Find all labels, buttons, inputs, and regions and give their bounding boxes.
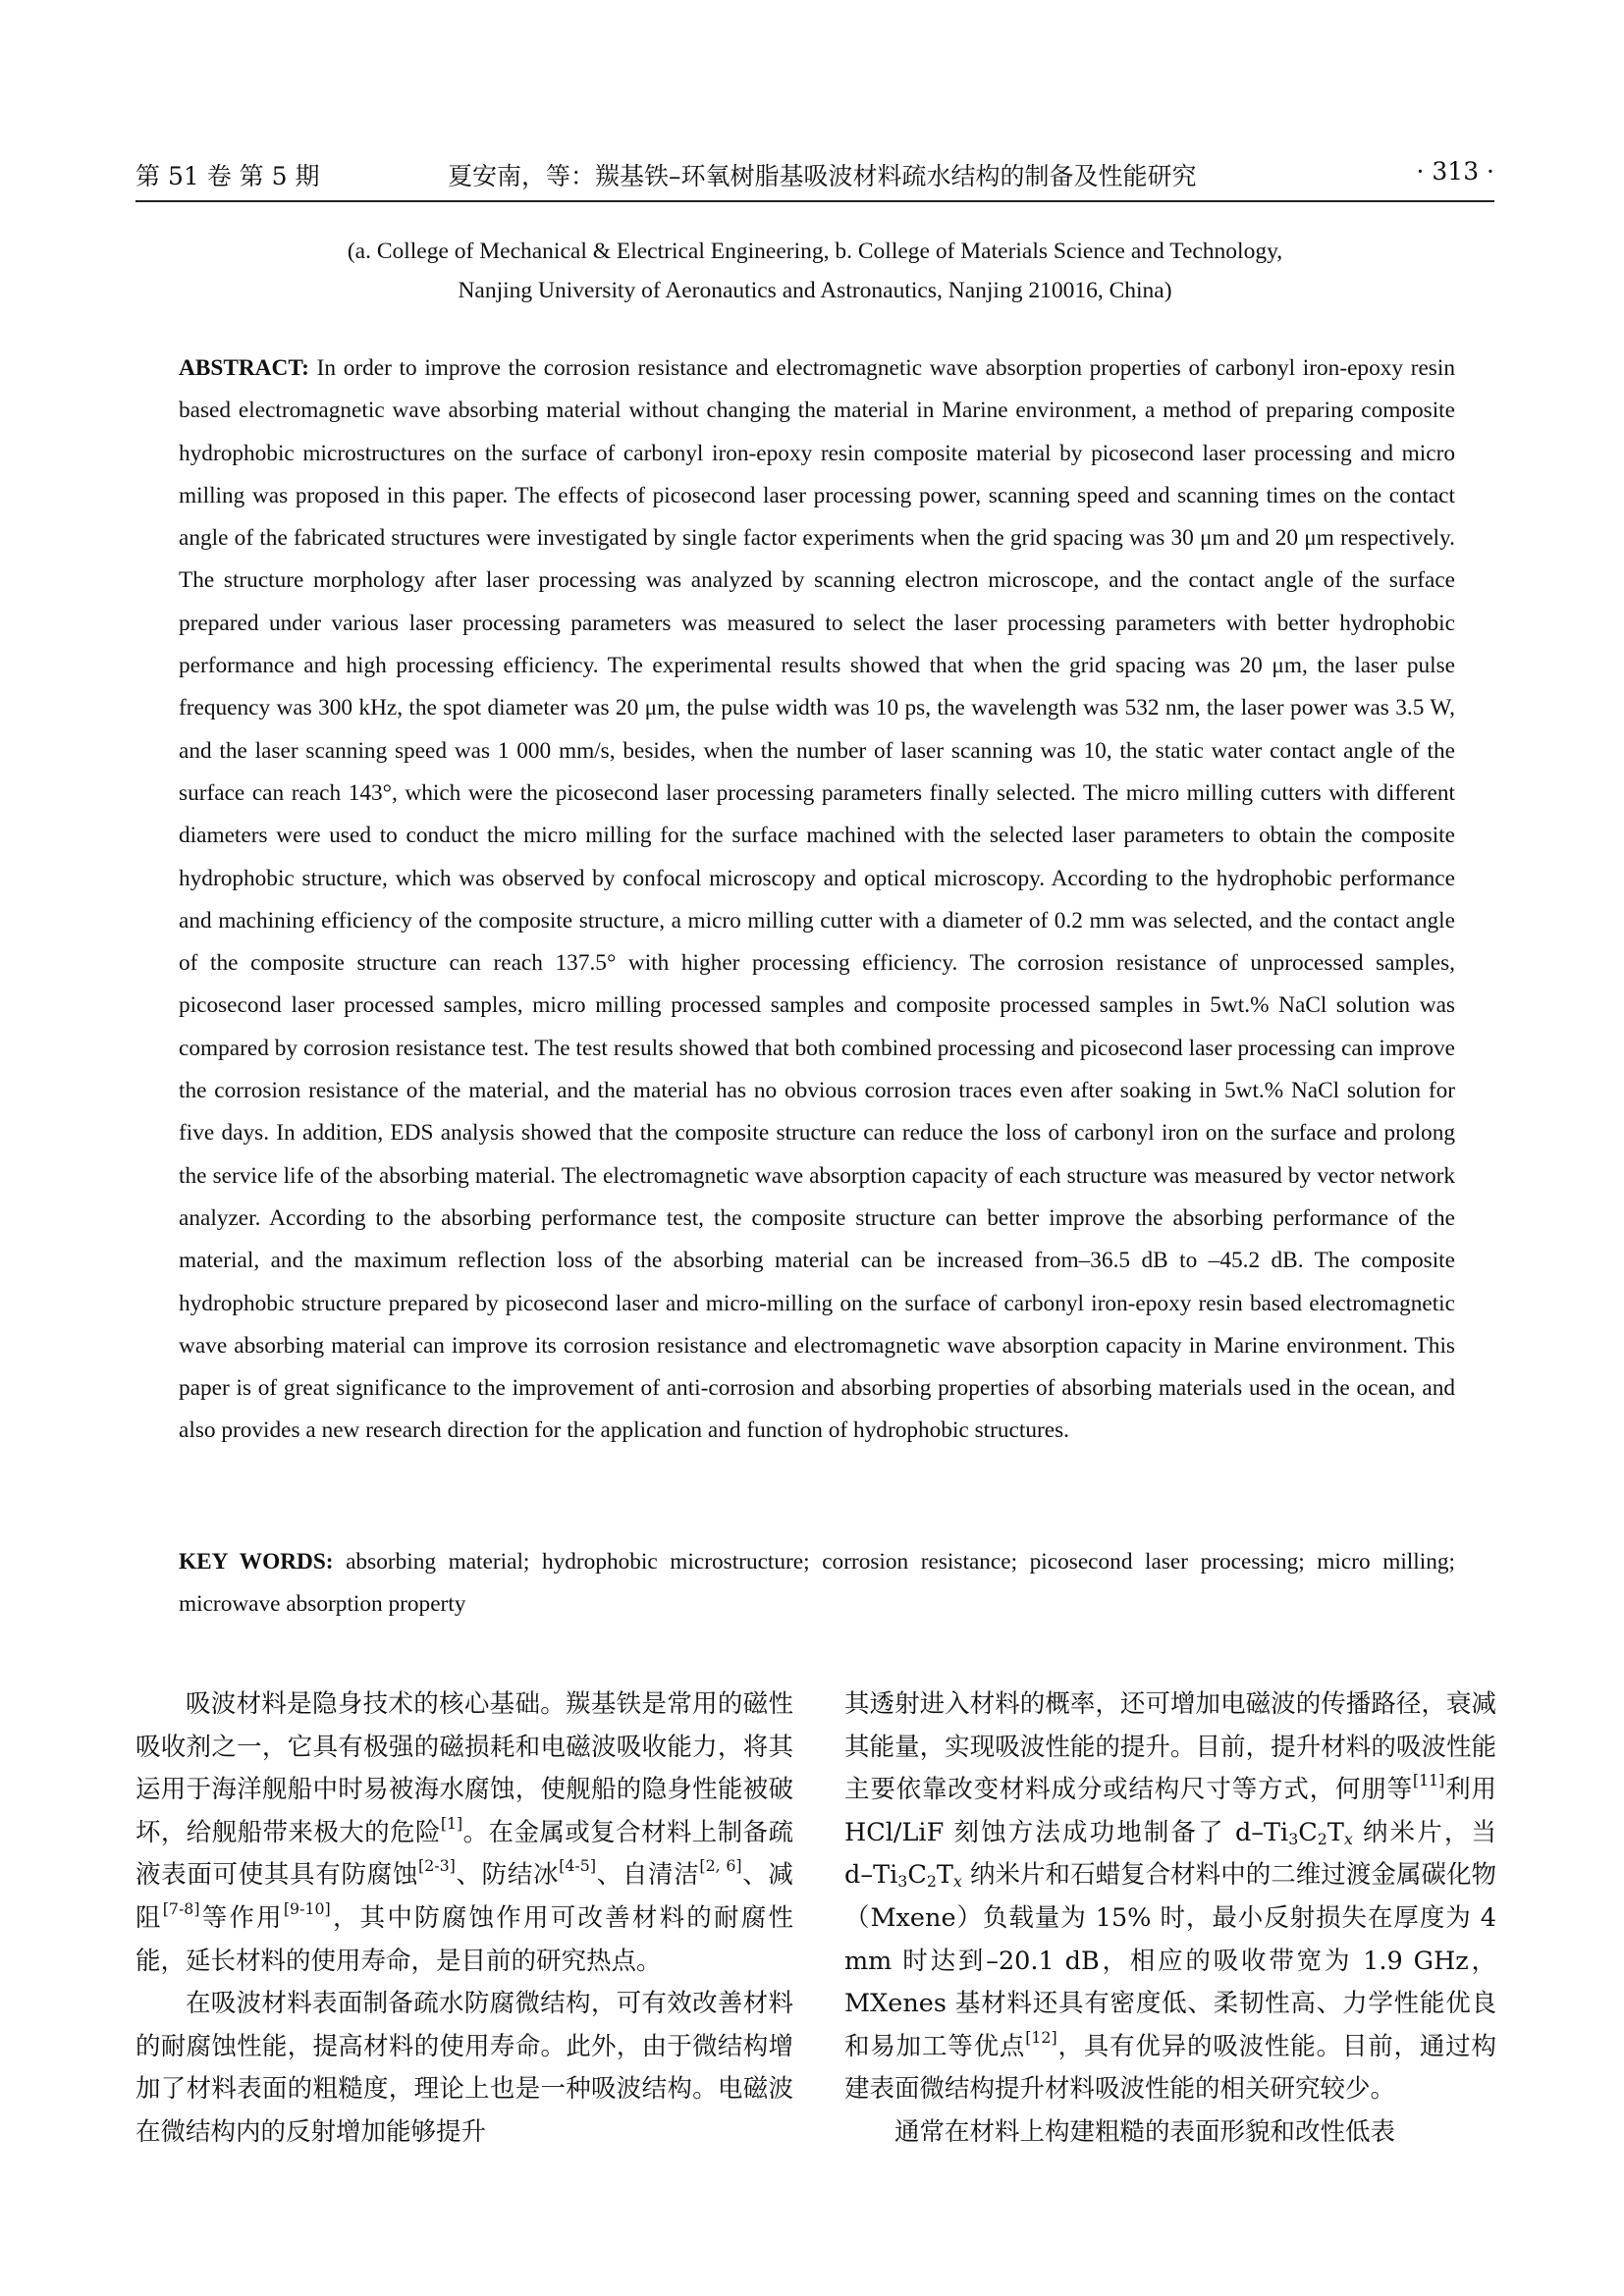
keywords-label: KEY WORDS: [179, 1549, 334, 1575]
citation: [7-8] [162, 1899, 200, 1919]
body-text: ，具有优异的吸波性能。目前，通过构建表面微结构提升材料吸波性能的相关研究较少。 [844, 2031, 1496, 2105]
subscript: 2 [1317, 1829, 1327, 1848]
affiliation-line-2: Nanjing University of Aeronautics and Astronautics, Nanjing 210016, China) [458, 278, 1172, 303]
citation: [9-10] [283, 1899, 331, 1919]
body-paragraph: 在吸波材料表面制备疏水防腐微结构，可有效改善材料的耐腐蚀性能，提高材料的使用寿命。此外，由于微结构增加了材料表面的粗糙度，理论上也是一种吸波结构。电磁波在微结构内的反射增加能够提升 [135, 1989, 793, 2147]
citation: [11] [1412, 1771, 1445, 1790]
body-text: 其透射进入材料的概率，还可增加电磁波的传播路径，衰减其能量，实现吸波性能的提升。目前，提升材料的吸波性能主要依靠改变材料成分或结构尺寸等方式，何朋等 [844, 1689, 1496, 1805]
page-number: · 313 · [1416, 157, 1494, 186]
keywords-text: absorbing material; hydrophobic microstructure; corrosion resistance; picosecond laser processing; micro milling; microwave absorption property [179, 1549, 1455, 1618]
affiliation [135, 232, 1494, 310]
body-text: 等作用 [199, 1902, 284, 1933]
body-text: T [936, 1860, 953, 1891]
body-paragraph: 通常在材料上构建粗糙的表面形貌和改性低表 [894, 2116, 1396, 2147]
body-text: 。在金属或复合材料上制备疏液表面可使其具有防腐蚀 [135, 1817, 793, 1891]
body-text: C [907, 1860, 927, 1891]
abstract [179, 347, 1455, 1453]
citation: [4-5] [559, 1856, 596, 1876]
body-column-left [135, 1683, 793, 2155]
citation: [2, 6] [699, 1856, 742, 1876]
citation: [12] [1025, 2027, 1057, 2047]
body-text: 吸波材料是隐身技术的核心基础。羰基铁是常用的磁性吸收剂之一，它具有极强的磁损耗和电磁波吸收能力，将其运用于海洋舰船中时易被海水腐蚀，使舰船的隐身性能被破坏，给舰船带来极大的危险 [135, 1689, 793, 1847]
affiliation-line-1: (a. College of Mechanical & Electrical Engineering, b. College of Materials Science and Technology, [347, 239, 1283, 264]
body-paragraph [135, 1683, 793, 1983]
body-text: 、自清洁 [595, 1860, 700, 1891]
body-text: ，其中防腐蚀作用可改善材料的耐腐性能，延长材料的使用寿命，是目前的研究热点。 [135, 1902, 793, 1976]
keywords [179, 1541, 1455, 1627]
body-text: 利用 HCl/LiF 刻蚀方法成功地制备了 d–Ti [844, 1775, 1496, 1847]
abstract-text: In order to improve the corrosion resistance and electromagnetic wave absorption properties of carbonyl iron-epoxy resin based electromagnetic wave absorbing material without changing the material in Marine environment, a method of preparing composite hydrophobic microstructures on the surface of carbonyl iron-epoxy resin composite material by picosecond laser processing and micro milling was proposed in this paper. The effects of picosecond laser processing power, scanning speed and scanning times on the contact angle of the fabricated structures were investigated by single factor experiments when the grid spacing was 30 μm and 20 μm respectively. The structure morphology after laser processing was analyzed by scanning electron microscope, and the contact angle of the surface prepared under various laser processing parameters was measured to select the laser processing parameters with better hydrophobic performance and high processing efficiency. The experimental results showed that when the grid spacing was 20 μm, the laser pulse frequency was 300 kHz, the spot diameter was 20 μm, the pulse width was 10 ps, the wavelength was 532 nm, the laser power was 3.5 W, and the laser scanning speed was 1 000 mm/s, besides, when the number of laser scanning was 10, the static water contact angle of the surface can reach 143°, which were the picosecond laser processing parameters finally selected. The micro milling cutters with different diameters were used to conduct the micro milling for the surface machined with the selected laser parameters to obtain the composite hydrophobic structure, which was observed by confocal microscopy and optical microscopy. According to the hydrophobic performance and machining efficiency of the composite structure, a micro milling cutter with a diameter of 0.2 mm was selected, and the contact angle of the composite structure can reach 137.5° with higher processing efficiency. The corrosion resistance of unprocessed samples, picosecond laser processed samples, micro milling processed samples and composite processed samples in 5wt.% NaCl solution was compared by corrosion resistance test. The test results showed that both combined processing and picosecond laser processing can improve the corrosion resistance of the material, and the material has no obvious corrosion traces even after soaking in 5wt.% NaCl solution for five days. In addition, EDS analysis showed that the composite structure can reduce the loss of carbonyl iron on the surface and prolong the service life of the absorbing material. The electromagnetic wave absorption capacity of each structure was measured by vector network analyzer. According to the absorbing performance test, the composite structure can better improve the absorbing performance of the material, and the maximum reflection loss of the absorbing material can be increased from–36.5 dB to –45.2 dB. The composite hydrophobic structure prepared by picosecond laser and micro-milling on the surface of carbonyl iron-epoxy resin based electromagnetic wave absorbing material can improve its corrosion resistance and electromagnetic wave absorption capacity in Marine environment. This paper is of great significance to the improvement of anti-corrosion and absorbing properties of absorbing materials used in the ocean, and also provides a new research direction for the application and function of hydrophobic structures. [179, 355, 1455, 1444]
header-rule [135, 200, 1494, 202]
volume-issue: 第 51 卷 第 5 期 [135, 162, 320, 190]
subscript: 3 [897, 1872, 908, 1892]
citation: [2-3] [418, 1856, 456, 1876]
body-text: 纳米片和石蜡复合材料中的二维过渡金属碳化物（Mxene）负载量为 15% 时，最小反射损失在厚度为 4 mm 时达到–20.1 dB，相应的吸收带宽为 1.9 GHz，MXenes 基材料还具有密度低、柔韧性高、力学性能优良和易加工等优点 [844, 1860, 1496, 2061]
subscript: x [952, 1872, 962, 1892]
subscript: x [1343, 1829, 1353, 1848]
body-text: C [1298, 1817, 1318, 1847]
body-column-right [844, 1683, 1496, 2155]
body-text: 纳米片，当 d–Ti [844, 1817, 1496, 1891]
running-header [135, 157, 1494, 206]
running-title: 夏安南，等：羰基铁–环氧树脂基吸波材料疏水结构的制备及性能研究 [448, 162, 1197, 190]
subscript: 2 [926, 1872, 937, 1892]
subscript: 3 [1288, 1829, 1299, 1848]
citation: [1] [440, 1813, 463, 1833]
body-text: 、防结冰 [455, 1860, 560, 1891]
body-paragraph [844, 1683, 1496, 2111]
abstract-label: ABSTRACT: [179, 355, 309, 381]
body-text: 、减阻 [135, 1860, 793, 1933]
body-text: T [1326, 1817, 1344, 1847]
